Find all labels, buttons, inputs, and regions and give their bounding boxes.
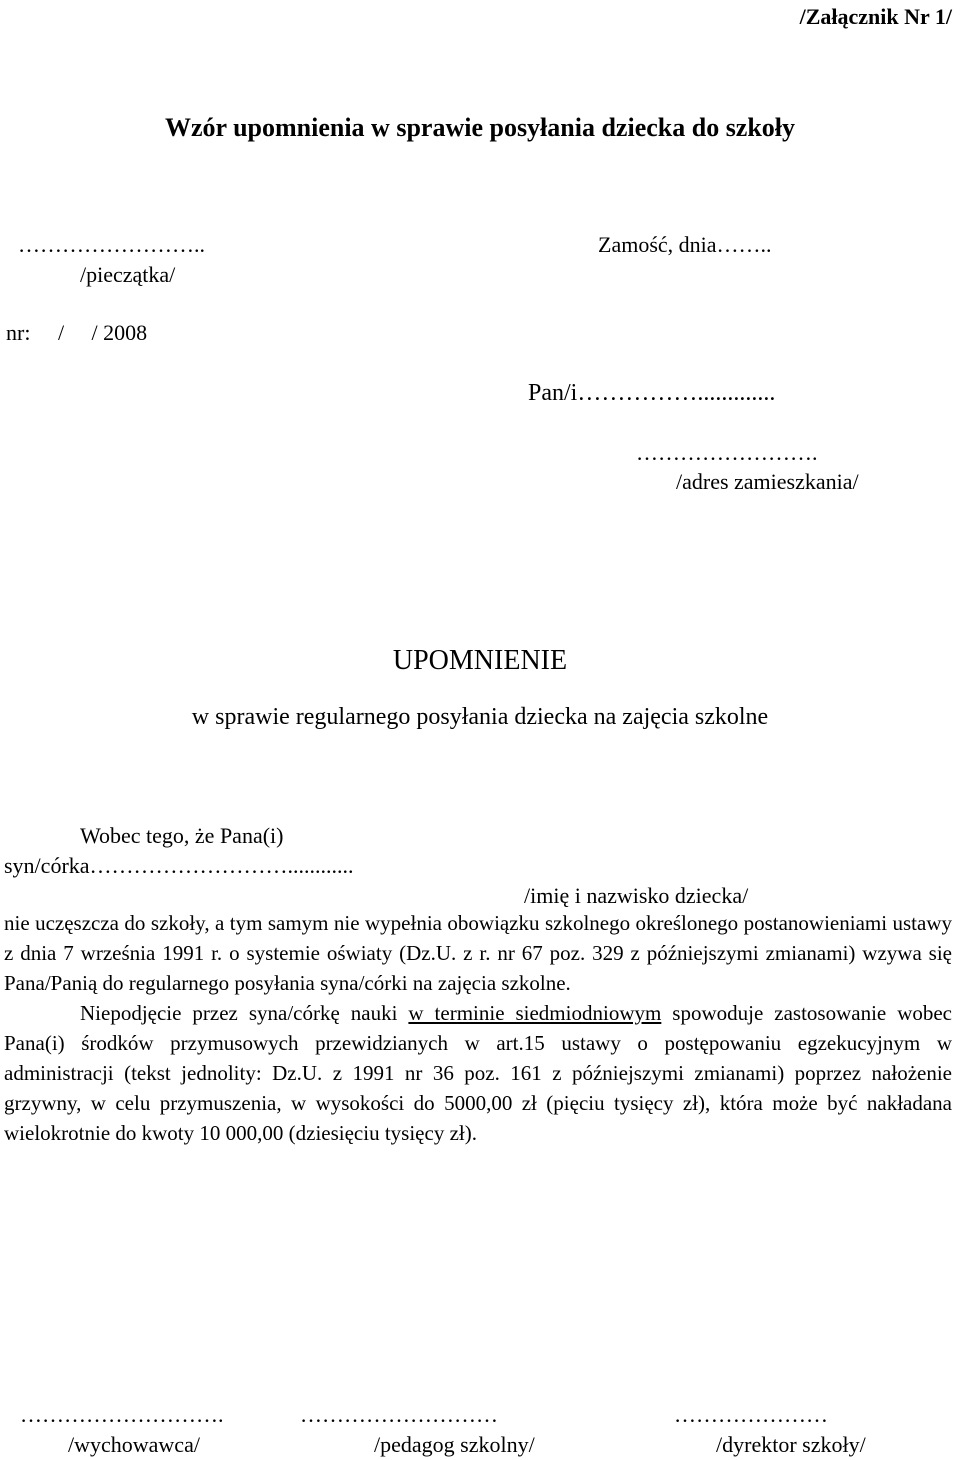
place-date: Zamość, dnia…….. (598, 232, 772, 257)
attachment-label: /Załącznik Nr 1/ (799, 4, 952, 29)
paragraph-2-start: Niepodjęcie przez syna/córkę nauki (80, 1001, 409, 1025)
intro-line: Wobec tego, że Pana(i) (80, 823, 284, 848)
notice-subheading: w sprawie regularnego posyłania dziecka na zajęcia szkolne (191, 704, 769, 730)
notice-heading: UPOMNIENIE (392, 645, 568, 676)
body-paragraph-2 (4, 998, 952, 1148)
signature-line-teacher: ………………………. (20, 1402, 224, 1427)
signature-line-pedagogue: ……………………… (300, 1402, 498, 1427)
document-title: Wzór upomnienia w sprawie posyłania dziecka do szkoły (164, 113, 796, 142)
child-name-label: /imię i nazwisko dziecka/ (524, 883, 749, 908)
signature-label-teacher: /wychowawca/ (68, 1432, 200, 1457)
addressee-name-line: Pan/i……………............. (528, 380, 776, 406)
signature-label-pedagogue: /pedagog szkolny/ (374, 1432, 535, 1457)
notice-body (4, 908, 952, 1148)
child-line: syn/córka………………………............ (4, 853, 354, 878)
paragraph-2-end: spowoduje zastosowanie wobec Pana(i) środków przymusowych przewidzianych w art.15 ustawy o postępowaniu egzekucyjnym w administracji (tekst jednolity: Dz.U. z 1991 nr 36 poz. 161 z późniejszymi zmianami) poprzez nałożenie grzywny, w celu przymuszenia, w wysokości do 5000,00 zł (pięciu tysięcy zł), która może być nakładana wielokrotnie do kwoty 10 000,00 (dziesięciu tysięcy zł). (4, 1001, 952, 1145)
stamp-placeholder: …………………….. (18, 232, 205, 257)
signature-label-director: /dyrektor szkoły/ (716, 1432, 866, 1457)
stamp-label: /pieczątka/ (80, 262, 176, 287)
address-placeholder: ……………………. (636, 440, 818, 465)
body-paragraph-1: nie uczęszcza do szkoły, a tym samym nie wypełnia obowiązku szkolnego określonego postanowieniami ustawy z dnia 7 września 1991 r. o systemie oświaty (Dz.U. z r. nr 67 poz. 329 z późniejszymi zmianami) wzywa się Pana/Panią do regularnego posyłania syna/córki na zajęcia szkolne. (4, 911, 952, 995)
reference-number: nr: / / 2008 (6, 320, 148, 345)
address-label: /adres zamieszkania/ (676, 469, 859, 494)
deadline-underlined: w terminie siedmiodniowym (408, 1001, 662, 1025)
signature-line-director: ………………… (674, 1402, 828, 1427)
